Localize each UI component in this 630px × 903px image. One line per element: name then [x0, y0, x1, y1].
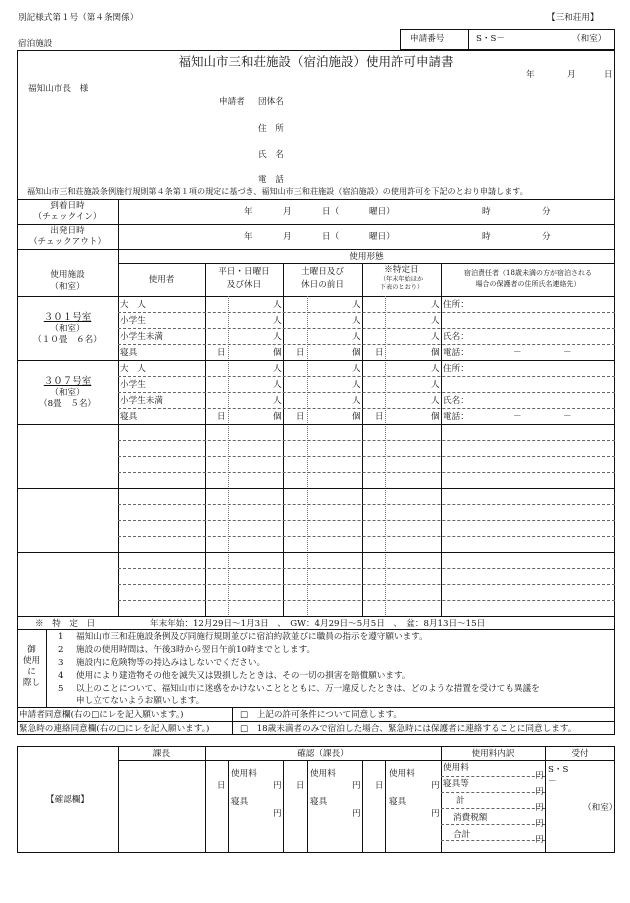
application-number-label: 申請番号 [410, 34, 445, 44]
agreement-checkbox-1[interactable]: □ 上記の許可条件について同意します。 [240, 710, 402, 720]
saturday-header: 土曜日及び [301, 267, 344, 277]
fee-item-usage: 使用料 [443, 763, 469, 773]
condition-3: 施設内に危険物等の持込みはしないでください。 [76, 658, 266, 668]
weekday-header: 平日・日曜日 [218, 267, 270, 277]
address-label: 住 所 [258, 124, 284, 134]
guardian-header: 宿泊責任者（18歳未満の方が宿泊される [464, 269, 592, 277]
user-bedding: 寝具 [120, 348, 138, 358]
fee-item-total: 合計 [453, 830, 471, 840]
agreement-label-2: 緊急時の連絡同意欄(右の□にレを記入願います。) [19, 724, 210, 734]
departure-label: 出発日時 [50, 226, 85, 236]
fee-item-bedding: 寝具等 [443, 779, 469, 789]
special-days-text: 年末年始：12月29日～1月3日 、 GW：4月29日～5月5日 、 盆：8月13日～15日 [150, 619, 486, 629]
org-name-label: 団体名 [258, 97, 284, 107]
application-statement: 福知山市三和荘施設条例施行規則第４条第１項の規定に基づき、福知山市三和荘施設（宿泊施設）の使用許可を下記のとおり申請します。 [27, 186, 528, 196]
usage-form-header: 使用形態 [349, 252, 384, 262]
form-title: 福知山市三和荘施設（宿泊施設）使用許可申請書 [178, 54, 454, 69]
name-label: 氏 名 [258, 150, 284, 160]
facility-tag: 【三和荘用】 [547, 13, 599, 23]
fee-item-tax: 消費税額 [453, 813, 488, 823]
applicant-label: 申請者 [219, 97, 245, 107]
date-year: 年 [526, 70, 535, 80]
condition-5: 以上のことについて、福知山市に迷惑をかけないこととともに、万一違反したときは、どのような措置を受けても異議を [76, 684, 540, 694]
condition-2: 施設の使用時間は、午後3時から翌日午前10時までとします。 [76, 645, 316, 655]
room-type: （和室） [572, 34, 607, 44]
user-preschool: 小学生未満 [120, 332, 163, 342]
fee-item-subtotal: 計 [456, 796, 465, 806]
conditions-side-label: 御 [27, 645, 36, 655]
confirm-label: 【確認欄】 [46, 795, 89, 805]
guardian-name: 氏名： [443, 332, 469, 342]
special-day-header: ※特定日 [384, 265, 419, 275]
application-number-input[interactable]: S・S－ [476, 34, 505, 44]
date-month: 月 [567, 70, 576, 80]
condition-4: 使用により建造物その他を滅失又は毀損したときは、その一切の損害を賠償願います。 [76, 671, 411, 681]
receipt-header: 受付 [571, 749, 589, 759]
special-days-label: ※ 特 定 日 [35, 619, 96, 629]
user-header: 使用者 [148, 275, 175, 285]
facility-type: 宿泊施設 [18, 39, 53, 49]
room-307: ３０７号室 [43, 376, 92, 387]
date-day: 日 [604, 70, 613, 80]
condition-1: 福知山市三和荘施設条例及び同施行規則並びに宿泊約款並びに職員の指示を遵守願います。 [76, 632, 428, 642]
user-adult: 大 人 [120, 300, 146, 310]
addressee: 福知山市長 様 [28, 84, 89, 94]
confirm-chief-header: 確認（課長） [297, 749, 349, 759]
chief-header: 課長 [152, 749, 171, 759]
guardian-phone: 電話： [443, 348, 469, 358]
user-elementary: 小学生 [120, 316, 146, 326]
fee-breakdown-header: 使用料内訳 [471, 749, 515, 759]
room-301: ３０１号室 [43, 312, 92, 323]
phone-label: 電 話 [258, 175, 284, 185]
receipt-number: S・S [548, 765, 569, 775]
agreement-label-1: 申請者同意欄(右の□にレを記入願います。) [19, 710, 184, 720]
arrival-label: 到着日時 [50, 201, 85, 211]
form-number: 別記様式第１号（第４条関係） [18, 13, 139, 23]
guardian-address: 住所： [443, 300, 469, 310]
receipt-room: （和室） [583, 803, 618, 813]
agreement-checkbox-2[interactable]: □ 18歳未満者のみで宿泊した場合、緊急時には保護者に連絡することに同意します。 [240, 724, 577, 734]
facility-header: 使用施設 [50, 270, 85, 280]
